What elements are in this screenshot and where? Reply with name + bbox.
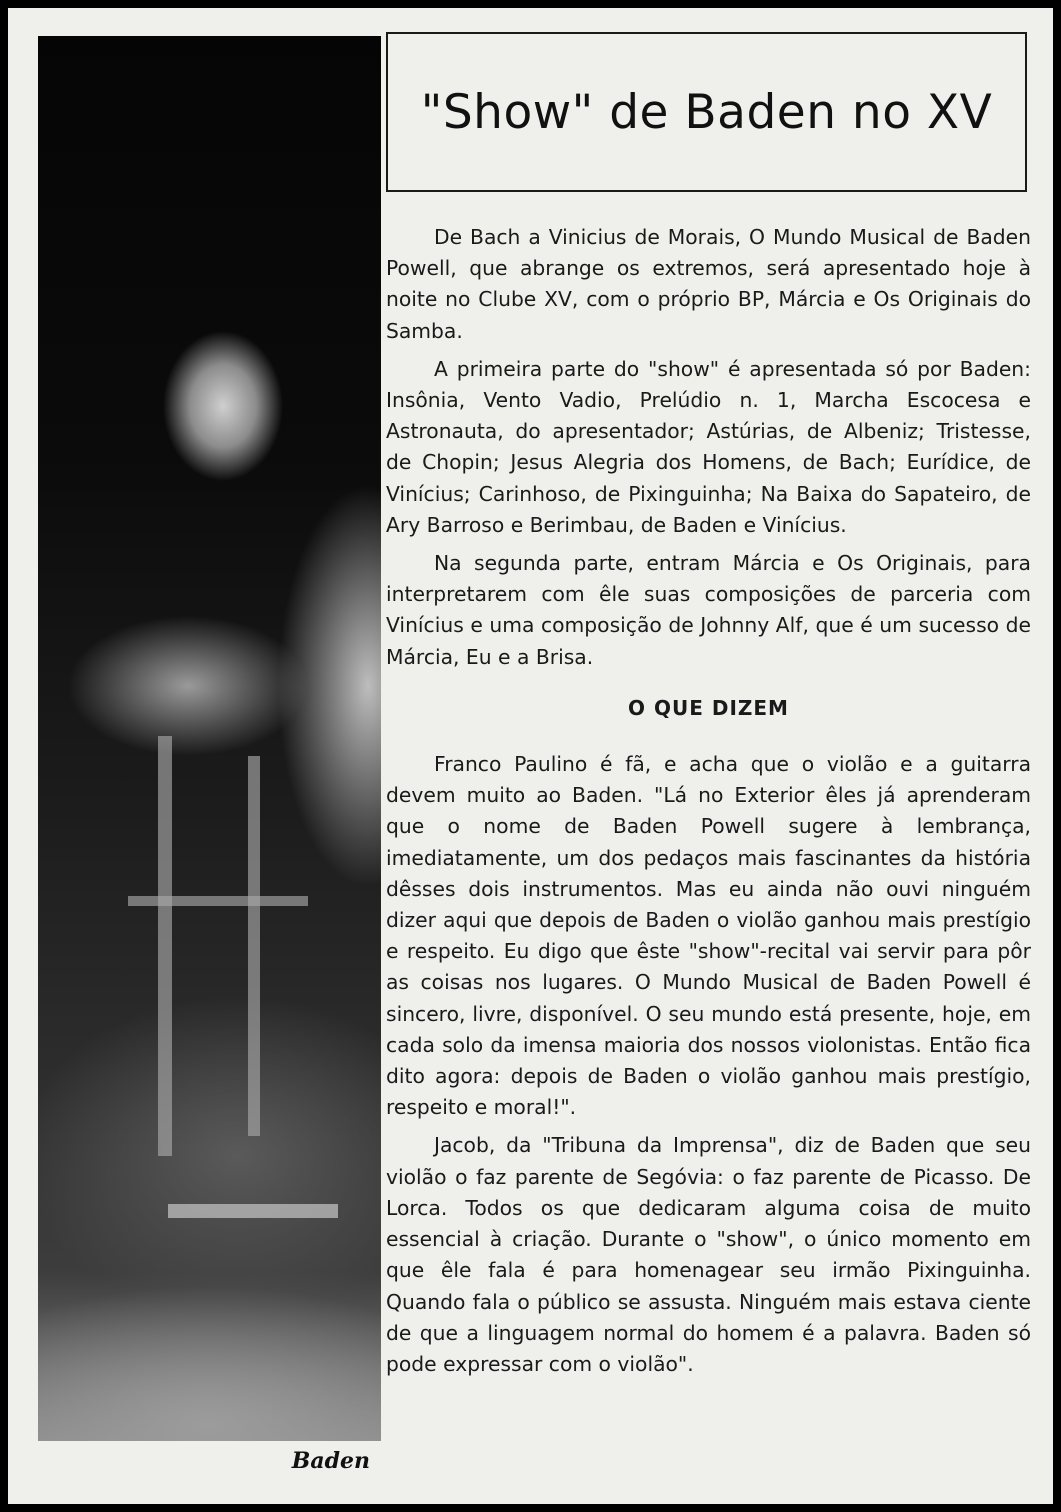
stool-rung — [128, 896, 308, 906]
article-paragraph: De Bach a Vinicius de Morais, O Mundo Musical de Baden Powell, que abrange os extremos, será apresentado hoje à noite no Clube XV, com o próprio BP, Márcia e Os Originais do Samba. — [386, 225, 1031, 343]
article-paragraph: Franco Paulino é fã, e acha que o violão e a guitarra devem muito ao Baden. "Lá no Exterior êles já aprenderam que o nome de Baden Powell sugere à lembrança, imediatamente, um dos pedaços mais fascinantes da história dêsses dois instrumentos. Mas eu ainda não ouvi ninguém dizer aqui que depois de Baden o violão ganhou mais prestígio e respeito. Eu digo que êste "show"-recital vai servir para pôr as coisas nos lugares. O Mundo Musical de Baden Powell é sincero, livre, disponível. O seu mundo está presente, hoje, em cada solo da imensa maioria dos nossos violonistas. Então fica dito agora: depois de Baden o violão ganhou mais prestígio, respeito e moral!". — [386, 752, 1031, 1120]
article-body — [386, 222, 1031, 1387]
section-subheading: O QUE DIZEM — [628, 695, 789, 720]
headline-box — [386, 32, 1027, 192]
stool-leg — [248, 756, 260, 1136]
article-paragraph: A primeira parte do "show" é apresentada só por Baden: Insônia, Vento Vadio, Prelúdio n. 1, Marcha Escocesa e Astronauta, do apresentador; Astúrias, de Albeniz; Tristesse, de Chopin; Jesus Alegria dos Homens, de Bach; Eurídice, de Vinícius; Carinhoso, de Pixinguinha; Na Baixa do Sapateiro, de Ary Barroso e Berimbau, de Baden e Vinícius. — [386, 356, 1031, 537]
headline: "Show" de Baden no XV — [420, 84, 993, 140]
article-paragraph: Na segunda parte, entram Márcia e Os Originais, para interpretarem com êle suas composições de parceria com Vinícius e uma composição de Johnny Alf, que é um sucesso de Márcia, Eu e a Brisa. — [386, 551, 1031, 669]
photo-baden-powell — [38, 36, 381, 1441]
stage-step — [168, 1204, 338, 1218]
stool-leg — [158, 736, 172, 1156]
article-paragraph: Jacob, da "Tribuna da Imprensa", diz de Baden que seu violão o faz parente de Segóvia: o faz parente de Picasso. De Lorca. Todos os que dedicaram alguma coisa de muito essencial à criação. Durante o "show", o único momento em que êle fala é para homenagear seu irmão Pixinguinha. Quando fala o público se assusta. Ninguém mais estava ciente de que a linguagem normal do homem é a palavra. Baden só pode expressar com o violão". — [386, 1133, 1031, 1376]
photo-caption: Baden — [291, 1448, 370, 1474]
